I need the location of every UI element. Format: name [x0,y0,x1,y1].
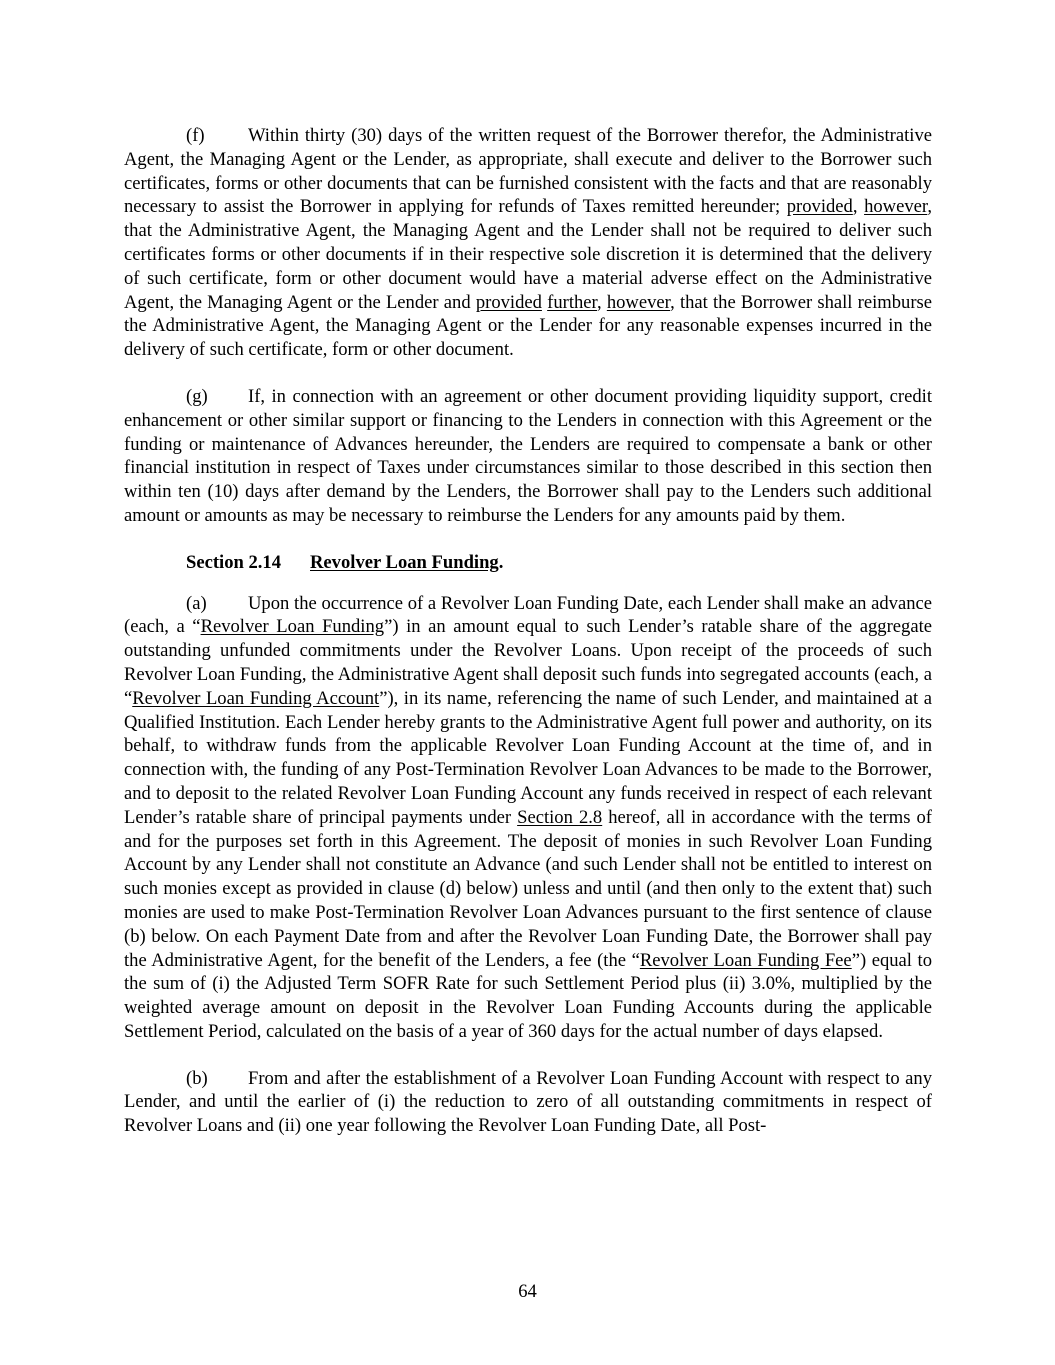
clause-label: (g) [186,385,208,407]
paragraph-text: , that the Administrative Agent, the Managing Agent and the Lender shall not be required to deliver such certificates forms or other documents if in their respective sole discretion it is determined that the delivery of such certificate, form or other document would have a material adverse effect on the Administrative Agent, the Managing Agent or the Lender and [124,196,932,313]
section-title: Revolver Loan Funding [310,551,499,573]
paragraph-text: ”), in its name, referencing the name of such Lender, and maintained at a Qualified Institution. Each Lender hereby grants to the Administrative Agent full power and authority, on its behalf, to withdraw funds from the applicable Revolver Loan Funding Account at the time of, and in connection with, the funding of any Post-Termination Revolver Loan Advances to be made to the Borrower, and to deposit to the related Revolver Loan Funding Account any funds received in respect of each relevant Lender’s ratable share of principal payments under [124,687,933,828]
section-heading [124,551,932,575]
section-title-period: . [498,551,504,573]
paragraph-text: , [852,196,865,218]
defined-term: Revolver Loan Funding [200,616,385,638]
defined-term: however [864,196,928,218]
clause-label: (a) [186,592,207,614]
defined-term: Revolver Loan Funding Fee [639,949,852,971]
clause-label: (b) [186,1067,208,1089]
paragraph-text: Within thirty (30) days of the written request of the Borrower therefor, the Administrative Agent, the Managing Agent or the Lender, as appropriate, shall execute and deliver to the Borrower such certificates, forms or other documents that can be furnished consistent with the facts and that are reasonably necessary to assist the Borrower in applying for refunds of Taxes remitted hereunder; [124,125,932,218]
paragraph-text: ”) in an amount equal to such Lender’s ratable share of the aggregate outstanding unfunded commitments under the Revolver Loans. Upon receipt of the proceeds of such Revolver Loan Funding, the Administrative Agent shall deposit such funds into segregated accounts (each, a “ [124,616,932,709]
paragraph-text: ”) equal to the sum of (i) the Adjusted Term SOFR Rate for such Settlement Period plus (ii) 3.0%, multiplied by the weighted average amount on deposit in the Revolver Loan Funding Accounts during the applicable Settlement Period, calculated on the basis of a year of 360 days for the actual number of days elapsed. [124,949,932,1042]
paragraph-text: , [596,291,607,313]
defined-term: further [547,291,597,313]
section-reference: Section 2.8 [517,806,603,828]
document-page [124,124,932,1161]
defined-term: however [606,291,671,313]
defined-term: Revolver Loan Funding Account [132,687,380,709]
paragraph-a [124,592,932,1044]
paragraph-f [124,124,932,362]
paragraph-text: , that the Borrower shall reimburse the Administrative Agent, the Managing Agent or the Lender for any reasonable expenses incurred in the delivery of such certificate, form or other document. [124,291,933,361]
paragraph-text: From and after the establishment of a Revolver Loan Funding Account with respect to any Lender, and until the earlier of (i) the reduction to zero of all outstanding commitments in respect of Revolver Loans and (ii) one year following the Revolver Loan Funding Date, all Post- [124,1067,932,1137]
page-number: 64 [518,1281,537,1302]
paragraph-text: If, in connection with an agreement or other document providing liquidity support, credit enhancement or other similar support or financing to the Lenders in connection with this Agreement or the funding or maintenance of Advances hereunder, the Lenders are required to compensate a bank or other financial institution in respect of Taxes under circumstances similar to those described in this section then within ten (10) days after demand by the Lenders, the Borrower shall pay to the Lenders such additional amount or amounts as may be necessary to reimburse the Lenders for any amounts paid by them. [124,385,932,526]
paragraph-text: hereof, all in accordance with the terms of and for the purposes set forth in this Agreement. The deposit of monies in such Revolver Loan Funding Account by any Lender shall not constitute an Advance (and such Lender shall not be entitled to interest on such monies except as provided in clause (d) below) unless and until (and then only to the extent that) such monies are used to make Post-Termination Revolver Loan Advances pursuant to the first sentence of clause (b) below. On each Payment Date from and after the Revolver Loan Funding Date, the Borrower shall pay the Administrative Agent, for the benefit of the Lenders, a fee (the “ [124,806,932,971]
defined-term: provided [786,196,853,218]
defined-term: provided [475,291,542,313]
paragraph-text: Upon the occurrence of a Revolver Loan Funding Date, each Lender shall make an advance (each, a “ [124,592,932,638]
clause-label: (f) [186,125,205,146]
paragraph-b [124,1067,932,1138]
section-number: Section 2.14 [186,551,282,573]
paragraph-g [124,385,932,528]
